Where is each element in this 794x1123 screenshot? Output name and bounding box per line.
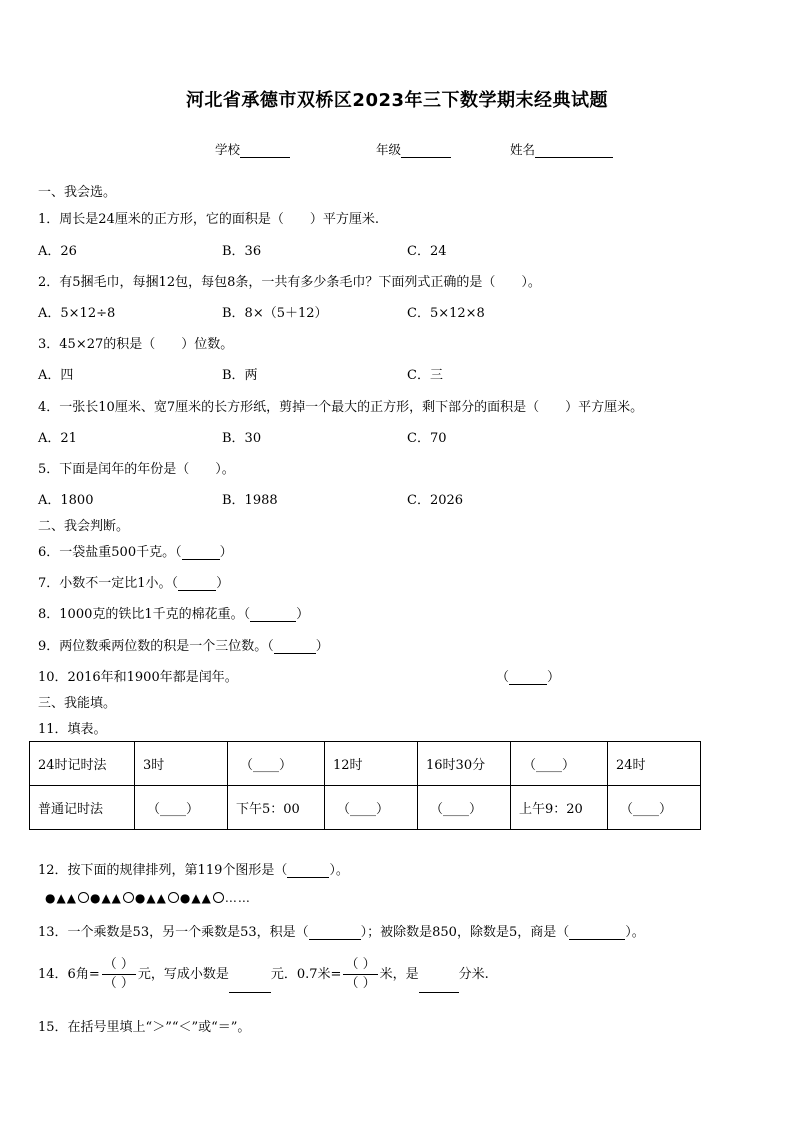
question-9 xyxy=(38,635,329,654)
question-8 xyxy=(38,603,309,622)
table-answer-cell[interactable]: （____） xyxy=(608,786,701,830)
pattern-ellipsis: …… xyxy=(224,891,251,905)
table-cell: 下午5：00 xyxy=(228,786,325,830)
triangle-icon: ▲ xyxy=(56,891,67,905)
dot-icon: ● xyxy=(134,891,147,905)
school-blank[interactable] xyxy=(240,144,290,158)
q3-option-a[interactable]: A．四 xyxy=(38,368,74,383)
triangle-icon: ▲ xyxy=(146,891,157,905)
q1-option-c[interactable]: C．24 xyxy=(407,244,447,259)
table-answer-cell[interactable]: （____） xyxy=(135,786,228,830)
q9-open-paren: （ xyxy=(267,639,274,654)
table-answer-cell[interactable]: （____） xyxy=(228,742,325,786)
q13-text-c: ）。 xyxy=(625,925,645,940)
triangle-icon: ▲ xyxy=(201,891,212,905)
question-2: 2．有5捆毛巾，每捆12包，每包8条，一共有多少条毛巾？下面列式正确的是（ ）。 xyxy=(38,275,541,290)
q4-option-a[interactable]: A．21 xyxy=(38,431,77,446)
question-13 xyxy=(38,921,645,940)
q7-answer-blank[interactable] xyxy=(178,577,216,591)
circle-icon xyxy=(78,892,89,903)
dot-icon: ● xyxy=(179,891,192,905)
table-cell: 24时记时法 xyxy=(30,742,135,786)
q14-yuan-text: 元，写成小数是 xyxy=(137,967,229,982)
name-label: 姓名 xyxy=(510,142,536,157)
q5-option-c[interactable]: C．2026 xyxy=(407,493,464,508)
q10-open-paren: （ xyxy=(496,670,510,685)
q1-option-b[interactable]: B．36 xyxy=(222,244,262,259)
question-1: 1．周长是24厘米的正方形，它的面积是（ ）平方厘米. xyxy=(38,212,379,227)
circle-icon xyxy=(123,892,134,903)
q3-option-b[interactable]: B．两 xyxy=(222,368,258,383)
table-cell: 24时 xyxy=(608,742,701,786)
table-row xyxy=(30,786,701,830)
fraction-yuan[interactable] xyxy=(102,956,136,993)
q5-option-a[interactable]: A．1800 xyxy=(38,493,94,508)
q8-answer-blank[interactable] xyxy=(250,608,296,622)
table-cell: 16时30分 xyxy=(418,742,511,786)
table-cell: 普通记时法 xyxy=(30,786,135,830)
question-11: 11．填表。 xyxy=(38,722,107,737)
name-field xyxy=(510,140,613,158)
table-answer-cell[interactable]: （____） xyxy=(418,786,511,830)
q9-answer-blank[interactable] xyxy=(274,640,316,654)
name-blank[interactable] xyxy=(535,144,613,158)
q6-close-paren: ） xyxy=(219,545,233,560)
q12-text: 12．按下面的规律排列，第119个图形是（ xyxy=(38,863,288,878)
circle-icon xyxy=(168,892,179,903)
q2-option-a[interactable]: A．5×12÷8 xyxy=(38,306,116,321)
q10-answer-blank[interactable] xyxy=(509,671,547,685)
question-10: 10．2016年和1900年都是闰年。 xyxy=(38,670,238,685)
q14-mi-text: 米，是 xyxy=(379,967,419,982)
fraction-denominator[interactable]: （ ） xyxy=(345,976,376,991)
q14-decimal-blank[interactable] xyxy=(229,979,271,993)
time-conversion-table xyxy=(29,741,701,830)
q12-text-end: ）。 xyxy=(329,863,349,878)
q13-product-blank[interactable] xyxy=(309,926,361,940)
fraction-numerator[interactable]: （ ） xyxy=(343,956,377,975)
grade-field xyxy=(376,140,451,158)
table-cell: 3时 xyxy=(135,742,228,786)
fraction-numerator[interactable]: （ ） xyxy=(102,956,136,975)
q1-option-a[interactable]: A．26 xyxy=(38,244,77,259)
dot-icon: ● xyxy=(45,891,57,905)
fraction-mi[interactable] xyxy=(343,956,377,993)
q6-open-paren: （ xyxy=(175,545,182,560)
table-cell: 上午9：20 xyxy=(511,786,608,830)
q6-text: 6．一袋盐重500千克。 xyxy=(38,545,176,560)
school-field xyxy=(215,140,290,158)
q4-option-b[interactable]: B．30 xyxy=(222,431,262,446)
question-5: 5．下面是闰年的年份是（ ）。 xyxy=(38,462,235,477)
q6-answer-blank[interactable] xyxy=(182,546,220,560)
circle-icon xyxy=(213,892,224,903)
q7-text: 7．小数不一定比1小。 xyxy=(38,576,172,591)
q14-lead: 14．6角= xyxy=(38,967,100,982)
school-label: 学校 xyxy=(215,142,241,157)
q14-yuan2-text: 元．0.7米= xyxy=(270,967,342,982)
q4-option-c[interactable]: C．70 xyxy=(407,431,447,446)
question-4: 4．一张长10厘米、宽7厘米的长方形纸，剪掉一个最大的正方形，剩下部分的面积是（ ）平方厘米。 xyxy=(38,400,644,415)
triangle-icon: ▲ xyxy=(66,891,77,905)
q5-option-b[interactable]: B．1988 xyxy=(222,493,278,508)
q8-text: 8．1000克的铁比1千克的棉花重。 xyxy=(38,607,244,622)
q2-option-c[interactable]: C．5×12×8 xyxy=(407,306,485,321)
q14-fenmi-blank[interactable] xyxy=(419,979,459,993)
q8-open-paren: （ xyxy=(243,607,251,622)
triangle-icon: ▲ xyxy=(101,891,112,905)
question-15: 15．在括号里填上“＞”“＜”或“＝”。 xyxy=(38,1020,251,1035)
grade-label: 年级 xyxy=(376,142,402,157)
q13-text-b: ）；被除数是850，除数是5，商是（ xyxy=(360,925,570,940)
question-14 xyxy=(38,956,489,993)
question-7 xyxy=(38,572,229,591)
q7-open-paren: （ xyxy=(171,576,179,591)
section-heading-1: 一、我会选。 xyxy=(38,185,117,200)
grade-blank[interactable] xyxy=(401,144,451,158)
table-cell: 12时 xyxy=(325,742,418,786)
triangle-icon: ▲ xyxy=(111,891,122,905)
question-3: 3．45×27的积是（ ）位数。 xyxy=(38,337,234,352)
table-answer-cell[interactable]: （____） xyxy=(511,742,608,786)
question-6 xyxy=(38,541,233,560)
dot-icon: ● xyxy=(89,891,102,905)
triangle-icon: ▲ xyxy=(156,891,167,905)
q3-option-c[interactable]: C．三 xyxy=(407,368,443,383)
q13-quotient-blank[interactable] xyxy=(569,926,625,940)
table-row xyxy=(30,742,701,786)
page-title: 河北省承德市双桥区2023年三下数学期末经典试题 xyxy=(185,90,609,111)
q12-answer-blank[interactable] xyxy=(287,864,329,878)
q7-close-paren: ） xyxy=(216,576,230,591)
q10-close-paren: ） xyxy=(547,670,561,685)
table-answer-cell[interactable]: （____） xyxy=(325,786,418,830)
section-heading-2: 二、我会判断。 xyxy=(38,519,130,534)
q13-text-a: 13．一个乘数是53，另一个乘数是53，积是（ xyxy=(38,925,309,940)
q14-fenmi-text: 分米. xyxy=(458,967,489,982)
question-12 xyxy=(38,859,349,878)
q2-option-b[interactable]: B．8×（5＋12） xyxy=(222,306,328,321)
q9-text: 9．两位数乘两位数的积是一个三位数。 xyxy=(38,639,268,654)
section-heading-3: 三、我能填。 xyxy=(38,696,117,711)
triangle-icon: ▲ xyxy=(191,891,202,905)
q9-close-paren: ） xyxy=(315,639,329,654)
q8-close-paren: ） xyxy=(296,607,310,622)
shape-pattern xyxy=(45,891,251,905)
fraction-denominator[interactable]: （ ） xyxy=(103,976,134,991)
q10-answer xyxy=(496,666,560,685)
